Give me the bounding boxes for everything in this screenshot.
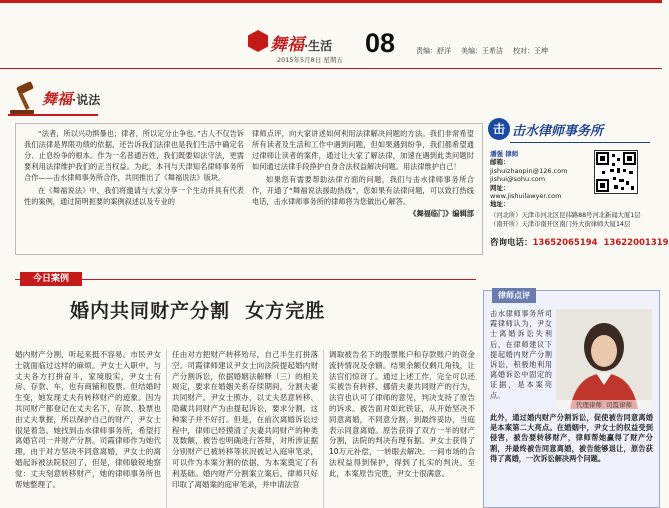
art-editor: 美编：王希洁 bbox=[461, 47, 503, 55]
lawyer-photo bbox=[556, 309, 652, 409]
column-title-suffix: ·说法 bbox=[72, 93, 101, 107]
case-column-3: 调取被告名下的股票账户和存款账户的资金流转情况及余额。结果余额仅剩几角钱，让法官们惊讶了。通过上述工作，完全可以还实被告有转移、挪借夫妻共同财产的行为，法官也认可了律师的意见，判决支持了原告的诉求。被告面对如此铁证，从开始坚决不同意离婚，不同意分割，到最终妥协，当庭表示同意离婚。原告获得了双方一半的财产分割，法院的判决有理有据。尹女士获得了10万元补偿，一转眼去解决。一间市场的合法权益得到保护，得到了扎实的判决。至此，本案原告完胜，尹女士很满意。 bbox=[329, 350, 475, 478]
email-1[interactable]: jishuizhaopin@126.com bbox=[490, 166, 568, 175]
column-underline bbox=[8, 114, 98, 116]
intro-quote: “法者，所以兴功惧暴也；律者，所以定分止争也。”古人不仅告诉我们法律是界限功绩的依据，还告诉我们法律也是我们生活中确定名分、止息纷争的根本。作为一名普通百姓，我们既要知法守法，更需要利用法律维护我们的正当权益。为此，本刊与天津知名律师事务所合作——击水律师事务所合作，共同推出了《舞福说法》版块。 bbox=[24, 129, 244, 182]
page-number: 08 bbox=[365, 28, 396, 58]
case-column-2: 任由对方把财产转移殆尽，自己半生打拼落空。司霞律师建议尹女士向法院提起婚内财产分割诉讼，依据婚姻法解释（三）的相关规定，要求在婚姻关系存续期间，分割夫妻共同财产。尹女士照办，以丈夫恶意转移、隐藏共同财产为由提起诉讼，要求分割。这种案子并不好打。但是，在前次离婚诉讼过程中，律师已经摸清了夫妻共同财产的种类及数额，被告也明确进行答辩，对所涉证据分别财产已被转移等状况被记入庭审笔录，可以作为本案分割的依据，为本案奠定了有利基础。婚内财产分割案立案后，律师只好印取了离婚案的庭审笔录，并申请法官 bbox=[172, 350, 318, 489]
address-2: （南开所）天津市南开区南门外大街律师大厦14层 bbox=[490, 220, 631, 228]
column-divider bbox=[323, 350, 324, 508]
column-title-stylized: 舞福 bbox=[42, 90, 73, 108]
top-rule bbox=[0, 0, 662, 3]
column-divider bbox=[166, 350, 167, 508]
firm-divider bbox=[510, 142, 650, 143]
address-1: （河北所）天津市河北区昆纬路88号河北新闻大厦1层 bbox=[490, 212, 641, 219]
editor: 责编：舒洋 bbox=[416, 47, 451, 55]
review-box bbox=[483, 290, 660, 508]
intro-box bbox=[15, 123, 483, 255]
address-label: 地址： bbox=[490, 200, 510, 209]
date-line: 2015年5月8日 星期五 bbox=[277, 56, 343, 64]
intro-sign: 《舞福临门》编辑部 bbox=[409, 209, 474, 218]
email-label: 邮箱： bbox=[490, 158, 510, 167]
section-suffix: ·生活 bbox=[304, 39, 333, 53]
hotline-label: 咨询电话： bbox=[490, 238, 533, 248]
intro-para4: 如果您有需要帮助法律方面的问题，我们与击水律师事务所合作，开通了“舞福说法援助热线”，您如果有法律问题，可以致打热线电话，击水律师事务所的律师将为您做出心解答。 bbox=[252, 175, 474, 206]
email-2[interactable]: jishui@sohu.com bbox=[490, 175, 546, 184]
flower-seal-icon bbox=[248, 30, 268, 52]
credits bbox=[416, 46, 548, 56]
case-tag: 今日案例 bbox=[20, 272, 82, 286]
intro-para3: 律师点评，向大家讲述如何利用法律解决问题的方法。我们非常希望所有读者及生活和工作中遇到问题，但如果遇到纷争，我们都希望通过律师让读者的案件，通过让大家了解法律，加速在遇到此类问题时如何通过法律手段挣护自身合法权益解决问题。用法律维护自己！ bbox=[252, 129, 474, 171]
phone-1[interactable]: 13652065194 bbox=[532, 238, 598, 248]
intro-para2: 在《舞福说法》中，我们将邀请与大家分享一个生动并具有代表性的案例，通过简明扼要的案例叙述以及专业的 bbox=[24, 186, 244, 206]
website-label: 网址： bbox=[490, 183, 510, 192]
case-column-1: 婚内财产分割，听起来挺不容易。市民尹女士就面临过这样的麻烦。尹女士入职中，与丈夫各方打拼奋斗，家境殷实，尹女士有房、存款、车，也有商铺和股票。但结婚时生变，她发现丈夫有转移财产的迹象。因为共同财产都登记在丈夫名下，存款、股票也由丈夫掌握，所以保护自己的财产，尹女士很是着急，她找到击水律师事务所，希望打离婚官司一并财产分割。司霞律师作为她代理，由于对方坚决不同意离婚，尹女士的离婚起诉被法院驳回了，但是，律师敏锐地察觉：丈夫刻意转移财产，她的律师事务所也帮她整理了。 bbox=[15, 350, 161, 489]
website-link[interactable]: www.jishuilawyer.com bbox=[490, 192, 562, 201]
case-rule bbox=[15, 279, 476, 280]
proofreader: 校对：王坤 bbox=[513, 47, 548, 55]
phone-2[interactable]: 13622001319 bbox=[603, 238, 669, 248]
firm-logo-icon: 击 bbox=[488, 118, 510, 140]
case-headline: 婚内共同财产分割 女方完胜 bbox=[70, 300, 326, 322]
qr-code-icon bbox=[594, 150, 638, 194]
review-title: 律师点评 bbox=[492, 288, 536, 303]
firm-box bbox=[486, 112, 669, 262]
section-stylized: 舞福 bbox=[270, 35, 304, 55]
photo-caption: 代理律师 司霞律师 bbox=[556, 400, 652, 409]
review-body: 此外，通过婚内财产分割诉讼，促使被告同意离婚是本案第二大亮点。在婚姻中，尹女士的权益受到侵害，被告要转移财产，律师帮她赢得了财产分割，并最终被告同意离婚，被告能够退让，原告获得了离婚，一次诉讼解决两个问题。 bbox=[490, 413, 653, 463]
review-intro: 击水律师事务所司霞律师认为，尹女士离婚诉讼失利后，在律师建议下提起婚内财产分割诉讼，积极地利用离婚诉讼中固定的证据，是本案亮点。 bbox=[490, 309, 552, 400]
header-rule bbox=[0, 68, 662, 69]
firm-lawyer: 潘强 律师 bbox=[490, 150, 519, 158]
firm-name: 击水律师事务所 bbox=[512, 124, 604, 139]
